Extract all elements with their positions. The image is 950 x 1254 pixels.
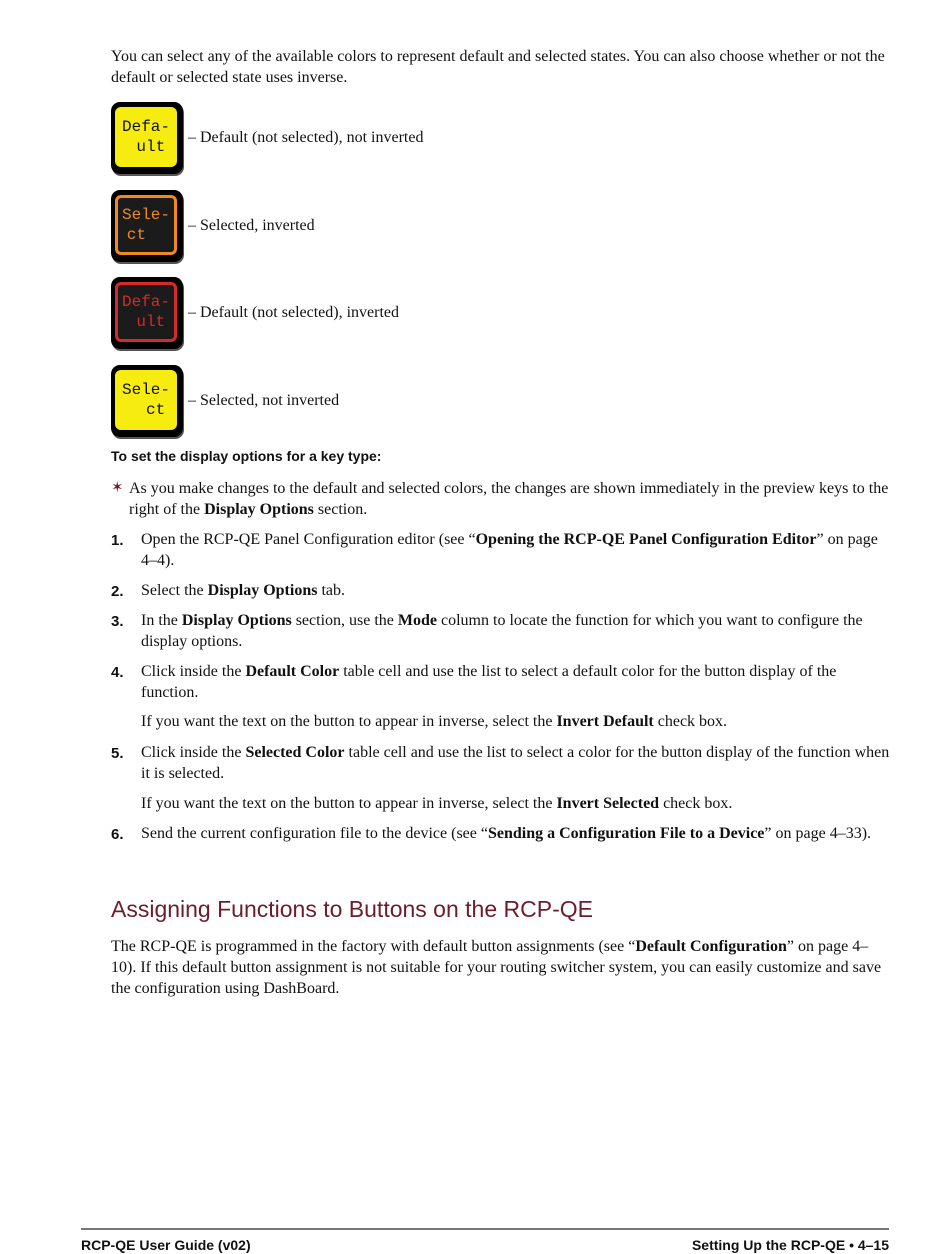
preview-key-label: Sele- ct bbox=[115, 195, 177, 255]
preview-key-caption: – Default (not selected), not inverted bbox=[188, 129, 424, 146]
preview-key-default-not-inverted bbox=[111, 102, 183, 174]
step-text: Open the RCP-QE Panel Configuration editor (see “Opening the RCP-QE Panel Configuration Editor” on page 4–4). bbox=[141, 531, 878, 569]
bold-term: Selected Color bbox=[245, 744, 345, 761]
footer-guide-title: RCP-QE User Guide (v02) bbox=[81, 1237, 251, 1253]
step-text: Send the current configuration file to the device (see “Sending a Configuration File to a Device” on page 4–33). bbox=[141, 825, 872, 842]
bold-term: Invert Default bbox=[556, 713, 654, 730]
step-text: Select the Display Options tab. bbox=[141, 582, 345, 599]
step-number: 4. bbox=[111, 664, 124, 681]
preview-key-label: Defa- ult bbox=[115, 107, 177, 167]
bold-term: Invert Selected bbox=[556, 795, 660, 812]
preview-key-caption: – Selected, inverted bbox=[188, 217, 315, 234]
preview-key-row bbox=[111, 365, 611, 437]
procedure-heading: To set the display options for a key type: bbox=[111, 448, 382, 464]
intro-paragraph: You can select any of the available colors to represent default and selected states. You can also choose whether or not the default or selected state uses inverse. bbox=[111, 48, 885, 86]
bold-term: Sending a Configuration File to a Device bbox=[487, 825, 765, 842]
bold-term: Display Options bbox=[207, 582, 318, 599]
bold-term: Default Color bbox=[245, 663, 340, 680]
preview-key-caption: – Default (not selected), inverted bbox=[188, 304, 400, 321]
step-text: Click inside the Default Color table cell and use the list to select a default color for the button display of the function. bbox=[141, 663, 837, 701]
bold-term: Display Options bbox=[204, 501, 314, 518]
bold-term: Opening the RCP-QE Panel Configuration Editor bbox=[475, 531, 817, 548]
preview-key-row bbox=[111, 102, 611, 174]
preview-key-row bbox=[111, 277, 611, 349]
preview-key-selected-inverted bbox=[111, 190, 183, 262]
star-bullet-icon: ✶ bbox=[111, 480, 124, 496]
preview-key-label: Sele- ct bbox=[115, 370, 177, 430]
step-number: 6. bbox=[111, 826, 124, 843]
step-text: Click inside the Selected Color table cell and use the list to select a color for the button display of the function when it is selected. bbox=[141, 744, 890, 782]
bold-term: Default Configuration bbox=[635, 938, 787, 955]
preview-key-row bbox=[111, 190, 611, 262]
preview-key-label: Defa- ult bbox=[115, 282, 177, 342]
tip-text: As you make changes to the default and selected colors, the changes are shown immediately in the preview keys to the right of the Display Options section. bbox=[129, 480, 889, 518]
bold-term: Mode bbox=[397, 612, 437, 629]
step-text: In the Display Options section, use the Mode column to locate the function for which you want to configure the display options. bbox=[141, 612, 863, 650]
section-paragraph: The RCP-QE is programmed in the factory with default button assignments (see “Default Configuration” on page 4–10). If this default button assignment is not suitable for your routing switcher system, you can easily customize and save the configuration using DashBoard. bbox=[111, 938, 882, 997]
section-heading: Assigning Functions to Buttons on the RCP-QE bbox=[111, 896, 593, 922]
step-5-note: If you want the text on the button to appear in inverse, select the Invert Selected check box. bbox=[141, 795, 733, 812]
footer-divider bbox=[81, 1228, 889, 1230]
preview-key-selected-not-inverted bbox=[111, 365, 183, 437]
footer-page-number: Setting Up the RCP-QE • 4–15 bbox=[691, 1237, 889, 1253]
step-number: 5. bbox=[111, 745, 124, 762]
step-number: 3. bbox=[111, 613, 124, 630]
step-4-note: If you want the text on the button to appear in inverse, select the Invert Default check box. bbox=[141, 713, 728, 730]
preview-key-caption: – Selected, not inverted bbox=[188, 392, 340, 409]
preview-key-default-inverted bbox=[111, 277, 183, 349]
bold-term: Display Options bbox=[181, 612, 292, 629]
step-number: 2. bbox=[111, 583, 124, 600]
step-number: 1. bbox=[111, 532, 124, 549]
